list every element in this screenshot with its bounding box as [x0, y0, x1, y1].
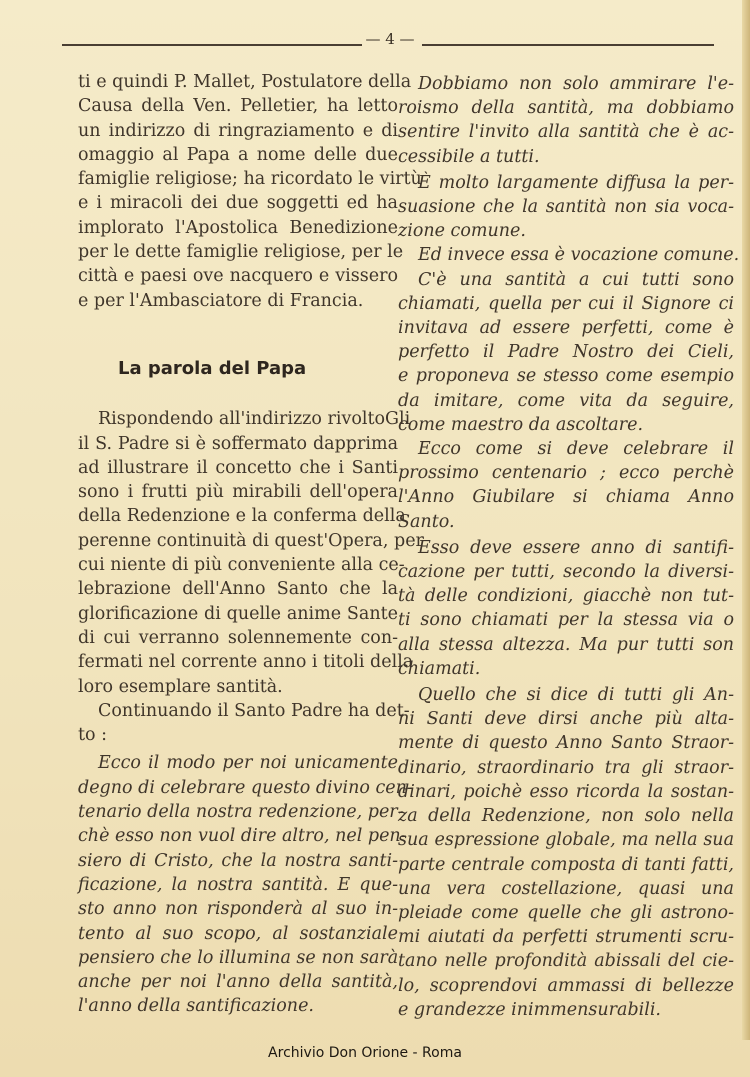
right-paragraph-3 [398, 243, 740, 267]
text-line: chè esso non vuol dire altro, nel pen- [78, 826, 407, 847]
left-paragraph-2 [78, 407, 424, 699]
text-line: C'è una santità a cui tutti sono [418, 269, 734, 290]
archive-footer: Archivio Don Orione - Roma [268, 1045, 462, 1061]
left-column [78, 70, 424, 1019]
text-line: una vera costellazione, quasi una [398, 878, 734, 899]
text-line: tano nelle profondità abissali del cie- [398, 951, 734, 972]
text-line: sono i frutti più mirabili dell'opera [78, 482, 398, 503]
text-line: Quello che si dice di tutti gli An- [418, 685, 734, 706]
text-line: tenario della nostra redenzione, per- [78, 802, 404, 823]
right-paragraph-6 [398, 536, 734, 681]
text-line: ad illustrare il concetto che i Santi [78, 457, 398, 478]
header-rule-right [422, 44, 714, 46]
text-line: loro esemplare santità. [78, 676, 283, 697]
header-rule-left [62, 44, 362, 46]
text-line: e grandezze inimmensurabili. [398, 999, 661, 1020]
text-line: sto anno non risponderà al suo in- [78, 899, 398, 920]
text-line: alla stessa altezza. Ma pur tutti son [398, 634, 734, 655]
text-line: cessibile a tutti. [398, 146, 540, 167]
text-line: pleiade come quelle che gli astrono- [398, 902, 734, 923]
text-line: omaggio al Papa a nome delle due [78, 144, 398, 165]
text-line: da imitare, come vita da seguire, [398, 390, 734, 411]
text-line: za della Redenzione, non solo nella [398, 806, 734, 827]
text-line: il S. Padre si è soffermato dapprima [78, 433, 398, 454]
text-line: chiamati. [398, 658, 481, 679]
text-line: fermati nel corrente anno i titoli della [78, 652, 414, 673]
text-line: implorato l'Apostolica Benedizione [78, 217, 398, 238]
text-line: della Redenzione e la conferma della [78, 506, 406, 527]
text-line: ni Santi deve dirsi anche più alta- [398, 709, 734, 730]
text-line: città e paesi ove nacquero e vissero [78, 266, 398, 287]
text-line: anche per noi l'anno della santità, [78, 972, 398, 993]
text-line: come maestro da ascoltare. [398, 414, 644, 435]
text-line: cui niente di più conveniente alla ce- [78, 555, 405, 576]
text-line: invitava ad essere perfetti, come è [398, 318, 734, 339]
text-line: l'Anno Giubilare si chiama Anno [398, 487, 734, 508]
text-line: siero di Cristo, che la nostra santi- [78, 850, 398, 871]
text-line: lo, scoprendovi ammassi di bellezze [398, 975, 734, 996]
text-line: lebrazione dell'Anno Santo che la [78, 579, 398, 600]
text-line: un indirizzo di ringraziamento e di [78, 120, 398, 141]
text-line: pensiero che lo illumina se non sarà [78, 947, 399, 968]
text-line: e per l'Ambasciatore di Francia. [78, 290, 364, 311]
text-line: prossimo centenario ; ecco perchè [398, 463, 734, 484]
left-paragraph-3 [78, 699, 410, 748]
page-number: — 4 — [365, 30, 415, 48]
right-paragraph-1 [398, 72, 734, 169]
left-paragraph-1 [78, 70, 422, 313]
text-line: tento al suo scopo, al sostanziale [78, 923, 398, 944]
text-line: sua espressione globale, ma nella sua [398, 830, 734, 851]
text-line: Dobbiamo non solo ammirare l'e- [418, 74, 734, 94]
text-line: e i miracoli dei due soggetti ed ha [78, 193, 398, 214]
text-line: ti sono chiamati per la stessa via o [398, 610, 734, 631]
text-line: l'anno della santificazione. [78, 996, 314, 1017]
text-line: Ecco il modo per noi unicamente [98, 753, 398, 774]
text-line: chiamati, quella per cui il Signore ci [398, 293, 734, 314]
text-line: degno di celebrare questo divino cen- [78, 777, 413, 798]
right-paragraph-5 [398, 437, 734, 534]
text-line: dinari, poichè esso ricorda la sostan- [398, 781, 734, 802]
section-heading: La parola del Papa [118, 357, 307, 379]
text-line: di cui verranno solennemente con- [78, 627, 398, 648]
text-line: perenne continuità di quest'Opera, per [78, 530, 424, 551]
text-line: tà delle condizioni, giacchè non tut- [398, 586, 734, 607]
text-line: dinario, straordinario tra gli straor- [398, 757, 734, 778]
text-line: parte centrale composta di tanti fatti, [398, 854, 734, 875]
text-line: È molto largamente diffusa la per- [418, 172, 734, 193]
text-line: to : [78, 725, 108, 746]
text-line: Continuando il Santo Padre ha det- [98, 700, 410, 721]
text-line: Ed invece essa è vocazione comune. [418, 245, 740, 266]
text-line: Esso deve essere anno di santifi- [418, 537, 734, 558]
page-edge-shadow [742, 0, 750, 1040]
text-line: sentire l'invito alla santità che è ac- [398, 122, 734, 143]
text-line: zione comune. [398, 221, 526, 242]
text-line: suasione che la santità non sia voca- [398, 197, 734, 218]
text-line: roismo della santità, ma dobbiamo [398, 98, 734, 119]
text-line: famiglie religiose; ha ricordato le virtù [78, 169, 422, 190]
text-line: per le dette famiglie religiose, per le [78, 242, 404, 263]
right-paragraph-4 [398, 268, 734, 437]
right-column [398, 72, 740, 1022]
text-line: glorificazione di quelle anime Sante [78, 603, 398, 624]
right-paragraph-7 [398, 683, 734, 1022]
papal-quote [78, 751, 413, 1018]
text-line: Causa della Ven. Pelletier, ha letto [78, 96, 398, 117]
right-paragraph-2 [398, 171, 734, 244]
text-line: mente di questo Anno Santo Straor- [398, 733, 734, 754]
text-line: Santo. [398, 511, 455, 532]
text-line: ficazione, la nostra santità. E que- [78, 874, 398, 895]
text-line: mi aiutati da perfetti strumenti scru- [398, 927, 734, 948]
text-line: Rispondendo all'indirizzo rivoltoGli [98, 409, 411, 430]
text-line: e proponeva se stesso come esempio [398, 366, 734, 387]
text-line: ti e quindi P. Mallet, Postulatore della [78, 72, 412, 92]
text-line: cazione per tutti, secondo la diversi- [398, 562, 734, 583]
text-line: Ecco come si deve celebrare il [418, 439, 734, 460]
text-line: perfetto il Padre Nostro dei Cieli, [398, 342, 734, 363]
